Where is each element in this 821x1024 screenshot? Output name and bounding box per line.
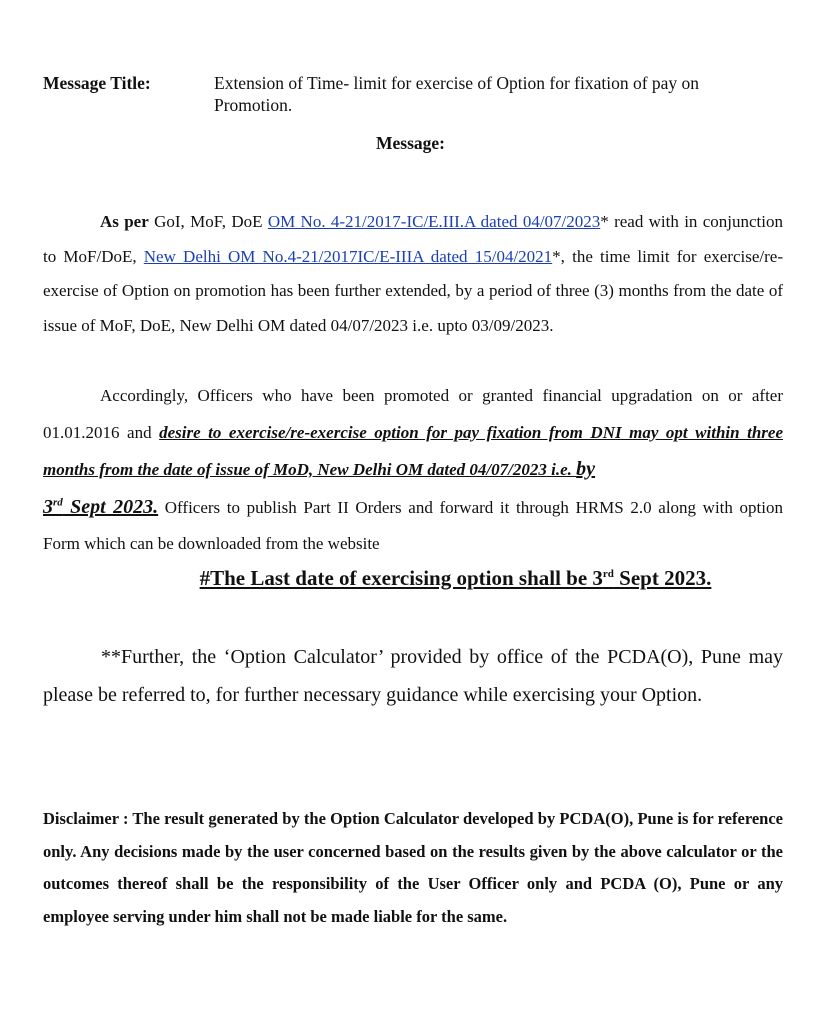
message-title-text: Extension of Time- limit for exercise of Option for fixation of pay on Promotion.: [214, 73, 700, 115]
para1-lead: As per: [100, 212, 149, 231]
paragraph-option-calculator: [43, 638, 783, 714]
paragraph-officers-accordingly: [43, 378, 783, 563]
para2-emphasis-by: by: [576, 458, 596, 480]
paragraph-om-extension: [43, 205, 783, 343]
para1-text-3: *, the time limit for exercise/re-exercise of Option on promotion has been further extended, by a period of three (3) months from the date of issue of MoF, DoE, New Delhi OM dated 04/07/2023 i.e. upto 03/09/2023.: [43, 246, 783, 335]
para2-date-sup: rd: [53, 495, 63, 508]
om-2023-link[interactable]: OM No. 4-21/2017-IC/E.III.A dated 04/07/2023: [267, 212, 601, 231]
last-date-main: #The Last date of exercising option shall be 3: [199, 566, 603, 590]
message-title-label: Message Title:: [43, 73, 151, 93]
message-heading-text: Message:: [375, 133, 445, 153]
para2-date-day: 3: [43, 495, 53, 518]
para1-text-2: * read with in conjunction to MoF/DoE,: [43, 212, 783, 266]
last-date-sup: rd: [602, 568, 614, 580]
disclaimer: [43, 803, 783, 933]
para1-text-1: GoI, MoF, DoE: [148, 212, 268, 231]
para3-text: **Further, the ‘Option Calculator’ provided by office of the PCDA(O), Pune may please be referred to, for further necessary guidance while exercising your Option.: [43, 646, 783, 706]
para2-date-end: Sept 2023.: [62, 495, 159, 518]
last-date-text: [200, 566, 712, 590]
para2-text-2: Officers to publish Part II Orders and forward it through HRMS 2.0 along with option Form which can be downloaded from the website: [43, 497, 783, 553]
para2-text-1: Accordingly, Officers who have been promoted or granted financial upgradation on or after 01.01.2016 and: [43, 386, 783, 442]
para2-emphasis: desire to exercise/re-exercise option for pay fixation from DNI may opt within three months from the date of issue of MoD, New Delhi OM dated 04/07/2023 i.e.: [43, 422, 784, 479]
para2-emphasis-date: [43, 496, 158, 518]
om-2021-link[interactable]: New Delhi OM No.4-21/2017IC/E-IIIA dated 15/04/2021: [143, 246, 553, 266]
disclaimer-text: Disclaimer : The result generated by the Option Calculator developed by PCDA(O), Pune is for reference only. Any decisions made by the user concerned based on the results given by the above calculator or the outcomes thereof shall be the responsibility of the User Officer only and PCDA (O), Pune or any employee serving under him shall not be made liable for the same.: [43, 809, 783, 926]
message-heading: [0, 133, 821, 154]
last-date-notice: [0, 566, 821, 591]
last-date-end: Sept 2023.: [613, 566, 712, 590]
